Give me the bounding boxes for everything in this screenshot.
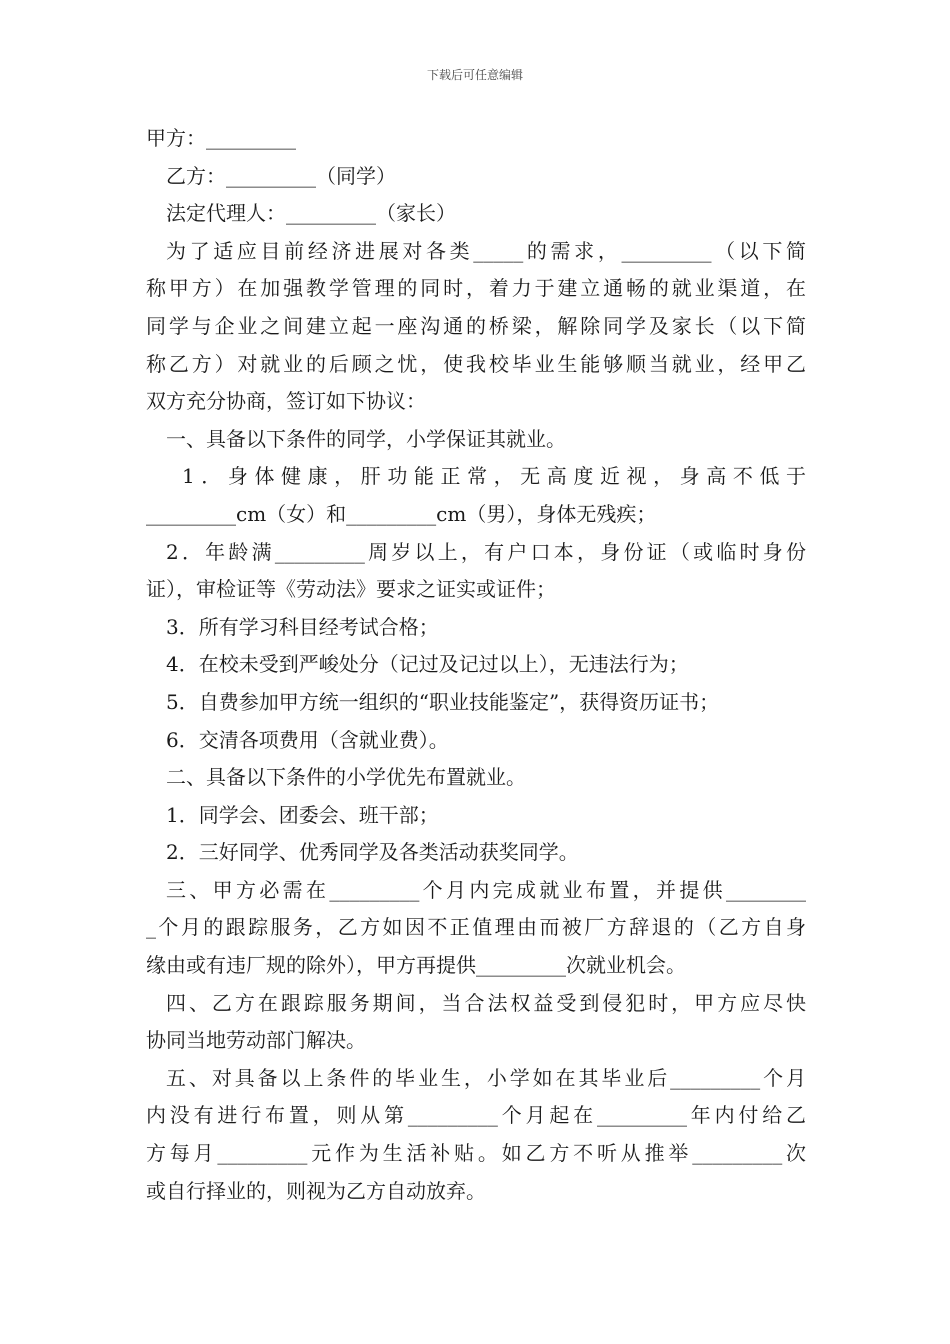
- text-line: 甲方：_________: [146, 126, 296, 150]
- text-line: 4．在校未受到严峻处分（记过及记过以上），无违法行为；: [166, 652, 689, 677]
- text-line: _________cm（女）和_________cm（男），身体无残疾；: [146, 501, 657, 526]
- text-line: 四、乙方在跟踪服务期间，当合法权益受到侵犯时，甲方应尽快: [166, 990, 806, 1015]
- text-line: 6．交清各项费用（含就业费）。: [166, 727, 449, 752]
- text-line: 证），审检证等《劳动法》要求之证实或证件；: [146, 577, 556, 602]
- text-line: 法定代理人：_________（家长）: [166, 201, 456, 226]
- text-line: 内没有进行布置，则从第_________个月起在_________年内付给乙: [146, 1103, 806, 1128]
- text-line: 一、具备以下条件的同学，小学保证其就业。: [166, 426, 566, 451]
- text-line: 2．三好同学、优秀同学及各类活动获奖同学。: [166, 840, 579, 865]
- text-line: 乙方：_________（同学）: [166, 163, 396, 188]
- text-line: 方每月_________元作为生活补贴。如乙方不听从推举_________次: [146, 1141, 806, 1166]
- text-line: 称甲方）在加强教学管理的同时，着力于建立通畅的就业渠道，在: [146, 276, 806, 301]
- text-line: 五、对具备以上条件的毕业生，小学如在其毕业后_________个月: [166, 1065, 806, 1090]
- text-line: 同学与企业之间建立起一座沟通的桥梁，解除同学及家长（以下简: [146, 313, 806, 338]
- text-line: 二、具备以下条件的小学优先布置就业。: [166, 765, 526, 790]
- text-line: 为了适应目前经济进展对各类_____的需求，_________（以下简: [166, 238, 806, 263]
- text-line: 称乙方）对就业的后顾之忧，使我校毕业生能够顺当就业，经甲乙: [146, 351, 806, 376]
- text-line: 2．年龄满_________周岁以上，有户口本，身份证（或临时身份: [166, 539, 806, 564]
- page-header: 下载后可任意编辑: [426, 68, 523, 82]
- text-line: 双方充分协商，签订如下协议：: [146, 389, 426, 414]
- text-line: 缘由或有违厂规的除外），甲方再提供_________次就业机会。: [146, 953, 686, 978]
- text-line: 协同当地劳动部门解决。: [146, 1028, 366, 1053]
- text-line: 3．所有学习科目经考试合格；: [166, 614, 439, 639]
- document-body: [146, 120, 806, 1210]
- text-line: 1．同学会、团委会、班干部；: [166, 802, 439, 827]
- text-line: 5．自费参加甲方统一组织的“职业技能鉴定”，获得资历证书；: [166, 689, 720, 714]
- text-line: 或自行择业的，则视为乙方自动放弃。: [146, 1178, 486, 1203]
- text-line: 三、甲方必需在_________个月内完成就业布置，并提供________: [166, 877, 806, 902]
- text-line: 1．身体健康，肝功能正常，无高度近视，身高不低于: [182, 464, 806, 489]
- text-line: _个月的跟踪服务，乙方如因不正值理由而被厂方辞退的（乙方自身: [146, 915, 806, 940]
